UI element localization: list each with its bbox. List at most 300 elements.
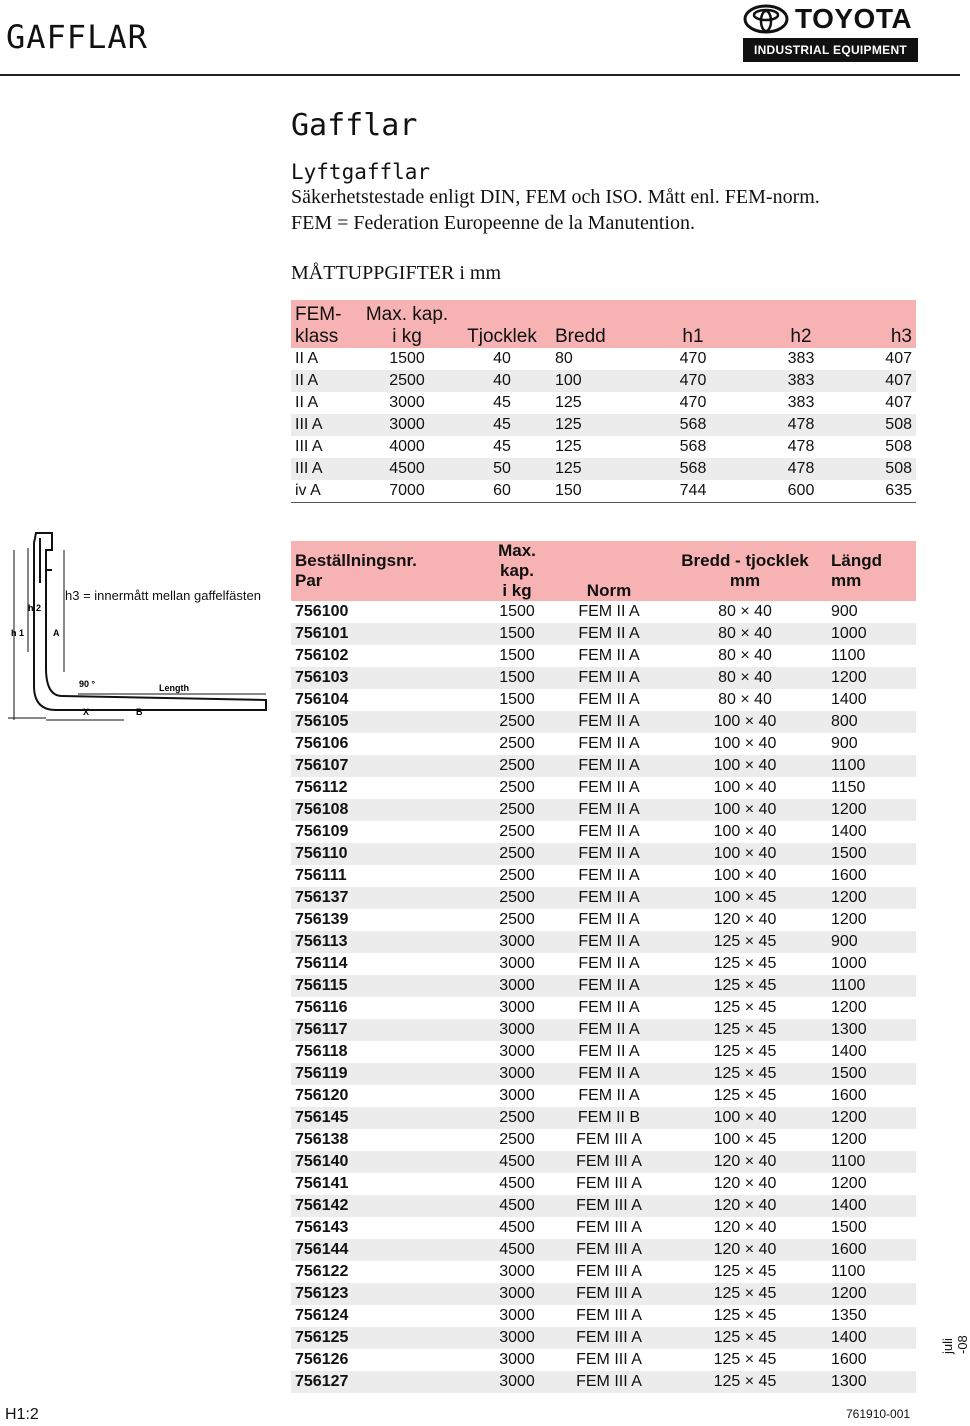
col-length: Längd mm: [827, 541, 916, 601]
cell-order-number: 756114: [295, 955, 348, 972]
cell-h2: 383: [787, 394, 815, 411]
cell-order-number: 756106: [295, 735, 349, 752]
section-title: Gafflar: [291, 108, 418, 143]
cell-fem-class: III A: [291, 458, 361, 480]
cell-max-capacity: 2500: [499, 867, 535, 884]
cell-max-capacity: 3000: [479, 1371, 555, 1393]
table-row: [291, 953, 916, 975]
cell-width-thickness: 100 × 40: [713, 867, 777, 884]
table-row: [291, 480, 916, 503]
cell-max-capacity: 2500: [479, 843, 555, 865]
cell-width-thickness: 100 × 40: [713, 735, 777, 752]
cell-max-capacity: 2500: [499, 735, 535, 752]
label-h1: h 1: [11, 628, 25, 638]
cell-thickness: 40: [453, 370, 551, 392]
cell-norm: FEM II A: [555, 711, 663, 733]
document-code: 761910-001: [846, 1407, 911, 1421]
cell-order-number: 756143: [295, 1219, 349, 1236]
col-order-number: Beställningsnr. Par: [291, 541, 479, 601]
table-row: [291, 1063, 916, 1085]
cell-h2: 600: [737, 480, 865, 503]
cell-order-number: 756126: [295, 1351, 349, 1368]
cell-h3: 508: [865, 414, 916, 436]
cell-length: 1000: [831, 955, 867, 972]
col-norm: Norm: [555, 541, 663, 601]
cell-width-thickness: 100 × 45: [713, 1131, 777, 1148]
cell-max-capacity: 4500: [479, 1239, 555, 1261]
table-row: [291, 348, 916, 370]
cell-max-capacity: 2500: [499, 1131, 535, 1148]
cell-thickness: 60: [453, 480, 551, 503]
cell-thickness: 45: [493, 394, 511, 411]
cell-width-thickness: 125 × 45: [663, 1019, 827, 1041]
cell-fem-class: iv A: [291, 480, 361, 503]
table-row: [291, 975, 916, 997]
table-row: [291, 1129, 916, 1151]
cell-order-number: 756140: [291, 1151, 479, 1173]
cell-max-capacity: 3000: [479, 975, 555, 997]
cell-norm: FEM II A: [578, 603, 640, 620]
logo-wordmark: TOYOTA: [795, 3, 913, 34]
label-b: B: [136, 707, 143, 717]
cell-order-number: 756139: [295, 911, 349, 928]
cell-width-thickness: 120 × 40: [713, 1175, 777, 1192]
table-row: [291, 1305, 916, 1327]
cell-length: 1200: [831, 999, 867, 1016]
cell-order-number: 756102: [295, 647, 349, 664]
cell-order-number: 756123: [291, 1283, 479, 1305]
cell-order-number: 756127: [291, 1371, 479, 1393]
cell-h2: 478: [787, 438, 815, 455]
table-row: [291, 711, 916, 733]
cell-length: 1500: [831, 1219, 867, 1236]
cell-h3: 407: [865, 370, 916, 392]
table-row: [291, 458, 916, 480]
cell-order-number: 756113: [291, 931, 479, 953]
cell-max-capacity: 2500: [479, 1107, 555, 1129]
table-row: [291, 843, 916, 865]
cell-width-thickness: 100 × 40: [663, 711, 827, 733]
cell-length: 1100: [827, 975, 916, 997]
cell-h1: 744: [649, 480, 737, 503]
cell-h3: 508: [865, 458, 916, 480]
cell-length: 800: [827, 711, 916, 733]
cell-length: 1200: [827, 887, 916, 909]
table-row: [291, 392, 916, 414]
cell-order-number: 756100: [295, 603, 349, 620]
cell-length: 1600: [831, 1087, 867, 1104]
label-x: X: [83, 707, 90, 717]
cell-norm: FEM II A: [578, 735, 640, 752]
cell-width-thickness: 80 × 40: [718, 691, 772, 708]
cell-norm: FEM II A: [578, 867, 640, 884]
cell-norm: FEM III A: [576, 1307, 642, 1324]
cell-length: 1100: [827, 755, 916, 777]
cell-h1: 568: [649, 414, 737, 436]
cell-length: 1500: [827, 1063, 916, 1085]
cell-norm: FEM II A: [578, 999, 640, 1016]
cell-order-number: 756117: [291, 1019, 479, 1041]
cell-width-thickness: 120 × 40: [713, 911, 777, 928]
order-number-table: [291, 541, 916, 1393]
cell-max-capacity: 2500: [499, 823, 535, 840]
fork-diagram: [6, 528, 272, 723]
cell-length: 900: [827, 931, 916, 953]
cell-order-number: 756122: [295, 1263, 349, 1280]
table-row: [291, 667, 916, 689]
cell-width-thickness: 125 × 45: [663, 931, 827, 953]
cell-h1: 568: [649, 458, 737, 480]
cell-width-thickness: 80 × 40: [718, 647, 772, 664]
cell-order-number: 756104: [295, 691, 349, 708]
table-row: [291, 1371, 916, 1393]
cell-length: 1100: [831, 647, 866, 664]
label-a: A: [53, 628, 60, 638]
cell-width-thickness: 125 × 45: [713, 1087, 777, 1104]
cell-length: 1200: [831, 1175, 867, 1192]
cell-order-number: 756119: [291, 1063, 479, 1085]
cell-length: 1500: [827, 843, 916, 865]
cell-max-capacity: 1500: [479, 667, 555, 689]
cell-max-capacity: 1500: [499, 647, 535, 664]
cell-max-capacity: 3000: [499, 999, 535, 1016]
cell-length: 1600: [831, 1351, 867, 1368]
cell-length: 900: [831, 735, 858, 752]
cell-width-thickness: 125 × 45: [663, 975, 827, 997]
cell-max-capacity: 3000: [389, 394, 425, 411]
cell-width-thickness: 125 × 45: [713, 1263, 777, 1280]
cell-norm: FEM II A: [555, 975, 663, 997]
cell-width-thickness: 125 × 45: [663, 1283, 827, 1305]
cell-width-thickness: 80 × 40: [663, 623, 827, 645]
cell-length: 1000: [827, 623, 916, 645]
cell-h3: 407: [885, 350, 912, 367]
cell-fem-class: II A: [295, 350, 319, 367]
cell-length: 1200: [827, 1107, 916, 1129]
label-angle: 90 °: [79, 679, 96, 689]
cell-order-number: 756105: [291, 711, 479, 733]
cell-norm: FEM II A: [555, 1063, 663, 1085]
cell-width-thickness: 125 × 45: [713, 955, 777, 972]
cell-max-capacity: 3000: [499, 1263, 535, 1280]
cell-width-thickness: 125 × 45: [713, 1043, 777, 1060]
cell-width: 150: [551, 480, 649, 503]
cell-norm: FEM II A: [578, 647, 640, 664]
cell-norm: FEM II A: [555, 1019, 663, 1041]
cell-max-capacity: 3000: [499, 1307, 535, 1324]
cell-norm: FEM II A: [555, 931, 663, 953]
cell-length: 1400: [831, 691, 867, 708]
cell-width-thickness: 120 × 40: [663, 1195, 827, 1217]
cell-max-capacity: 3000: [479, 1283, 555, 1305]
cell-width-thickness: 125 × 45: [713, 1307, 777, 1324]
cell-length: 1600: [827, 1239, 916, 1261]
cell-max-capacity: 7000: [361, 480, 453, 503]
cell-h2: 478: [737, 414, 865, 436]
cell-width-thickness: 125 × 45: [663, 1327, 827, 1349]
cell-h1: 470: [679, 350, 707, 367]
table-row: [291, 689, 916, 711]
table-row: [291, 1261, 916, 1283]
cell-order-number: 756112: [295, 779, 348, 796]
cell-fem-class: II A: [295, 394, 319, 411]
cell-length: 1100: [827, 1151, 916, 1173]
cell-norm: FEM II A: [555, 623, 663, 645]
cell-order-number: 756108: [291, 799, 479, 821]
cell-norm: FEM III A: [576, 1351, 642, 1368]
cell-order-number: 756103: [291, 667, 479, 689]
toyota-emblem-icon: [743, 4, 789, 34]
page-title: GAFFLAR: [6, 18, 148, 56]
col-h2: h2: [737, 300, 865, 348]
cell-order-number: 756115: [291, 975, 479, 997]
cell-norm: FEM II A: [578, 823, 640, 840]
cell-width: 125: [555, 438, 582, 455]
cell-order-number: 756116: [295, 999, 348, 1016]
col-thickness: Tjocklek: [453, 300, 551, 348]
cell-max-capacity: 3000: [499, 955, 535, 972]
cell-h3: 508: [885, 438, 912, 455]
cell-max-capacity: 3000: [499, 1351, 535, 1368]
label-length: Length: [159, 683, 189, 693]
cell-order-number: 756142: [291, 1195, 479, 1217]
description-line-1: Säkerhetstestade enligt DIN, FEM och ISO. Mått enl. FEM-norm.: [291, 186, 820, 208]
cell-width-thickness: 120 × 40: [713, 1219, 777, 1236]
table-row: [291, 1041, 916, 1063]
cell-order-number: 756120: [295, 1087, 349, 1104]
cell-length: 1600: [831, 867, 867, 884]
cell-norm: FEM II A: [578, 911, 640, 928]
description-line-2: FEM = Federation Europeenne de la Manutention.: [291, 212, 695, 234]
cell-width-thickness: 80 × 40: [718, 603, 772, 620]
cell-norm: FEM III A: [555, 1327, 663, 1349]
cell-max-capacity: 3000: [479, 1019, 555, 1041]
table-row: [291, 755, 916, 777]
cell-norm: FEM II A: [555, 667, 663, 689]
cell-max-capacity: 2500: [479, 799, 555, 821]
cell-norm: FEM III A: [555, 1195, 663, 1217]
cell-order-number: 756137: [291, 887, 479, 909]
cell-thickness: 45: [453, 414, 551, 436]
cell-norm: FEM II A: [555, 755, 663, 777]
cell-thickness: 50: [453, 458, 551, 480]
cell-norm: FEM II A: [555, 799, 663, 821]
table-row: [291, 799, 916, 821]
cell-h2: 478: [737, 458, 865, 480]
table-row: [291, 1327, 916, 1349]
table-row: [291, 733, 916, 755]
cell-length: 1400: [831, 823, 867, 840]
diagram-note: h3 = innermått mellan gaffelfästen: [65, 588, 261, 603]
cell-norm: FEM II A: [578, 691, 640, 708]
col-width: Bredd: [551, 300, 649, 348]
cell-order-number: 756110: [291, 843, 479, 865]
cell-h1: 470: [649, 370, 737, 392]
cell-order-number: 756111: [295, 867, 347, 884]
cell-norm: FEM III A: [576, 1175, 642, 1192]
cell-width-thickness: 120 × 40: [663, 1151, 827, 1173]
logo-tagline: INDUSTRIAL EQUIPMENT: [743, 38, 918, 62]
table-row: [291, 1217, 916, 1239]
cell-width-thickness: 125 × 45: [663, 1063, 827, 1085]
measurements-heading: MÅTTUPPGIFTER i mm: [291, 262, 502, 284]
table-row: [291, 1085, 916, 1107]
cell-width: 125: [555, 394, 582, 411]
cell-order-number: 756109: [295, 823, 349, 840]
col-h3: h3: [865, 300, 916, 348]
cell-width-thickness: 125 × 45: [713, 999, 777, 1016]
cell-max-capacity: 2500: [479, 711, 555, 733]
cell-length: 1200: [827, 1283, 916, 1305]
cell-max-capacity: 3000: [479, 1063, 555, 1085]
table-row: [291, 414, 916, 436]
cell-max-capacity: 1500: [499, 603, 535, 620]
cell-length: 1400: [831, 1043, 867, 1060]
cell-h3: 407: [885, 394, 912, 411]
cell-thickness: 45: [493, 438, 511, 455]
cell-norm: FEM II A: [578, 1087, 640, 1104]
cell-order-number: 756145: [291, 1107, 479, 1129]
col-h1: h1: [649, 300, 737, 348]
cell-width-thickness: 80 × 40: [663, 667, 827, 689]
cell-length: 1400: [827, 1327, 916, 1349]
cell-max-capacity: 4500: [499, 1219, 535, 1236]
cell-max-capacity: 2500: [361, 370, 453, 392]
cell-length: 1200: [827, 799, 916, 821]
cell-norm: FEM II B: [555, 1107, 663, 1129]
cell-max-capacity: 1500: [479, 623, 555, 645]
fork-shank: [34, 533, 266, 710]
cell-max-capacity: 4500: [499, 1175, 535, 1192]
cell-length: 1400: [827, 1195, 916, 1217]
cell-h2: 383: [787, 350, 815, 367]
cell-length: 1100: [831, 1263, 866, 1280]
col-max-capacity: Max. kap. i kg: [361, 300, 453, 348]
cell-width-thickness: 125 × 45: [713, 1351, 777, 1368]
cell-h1: 568: [679, 438, 707, 455]
section-subtitle: Lyftgafflar: [291, 160, 431, 184]
cell-max-capacity: 2500: [499, 911, 535, 928]
cell-max-capacity: 1500: [389, 350, 425, 367]
cell-norm: FEM III A: [555, 1283, 663, 1305]
cell-width: 125: [551, 458, 649, 480]
cell-max-capacity: 3000: [361, 414, 453, 436]
cell-width-thickness: 100 × 40: [713, 779, 777, 796]
table-row: [291, 931, 916, 953]
cell-norm: FEM II A: [555, 843, 663, 865]
cell-fem-class: II A: [291, 370, 361, 392]
table-row: [291, 1195, 916, 1217]
cell-order-number: 756101: [291, 623, 479, 645]
cell-max-capacity: 4500: [479, 1151, 555, 1173]
cell-width-thickness: 120 × 40: [663, 1239, 827, 1261]
cell-width-thickness: 100 × 40: [663, 1107, 827, 1129]
cell-max-capacity: 3000: [499, 1087, 535, 1104]
cell-length: 1150: [831, 779, 866, 796]
table-row: [291, 436, 916, 458]
fem-class-table-header: [291, 300, 916, 348]
table-row: [291, 909, 916, 931]
cell-norm: FEM III A: [555, 1371, 663, 1393]
cell-order-number: 756107: [291, 755, 479, 777]
table-row: [291, 1349, 916, 1371]
cell-max-capacity: 3000: [499, 1043, 535, 1060]
cell-length: 1200: [827, 667, 916, 689]
cell-length: 900: [831, 603, 858, 620]
header-divider: [0, 74, 960, 76]
cell-order-number: 756118: [295, 1043, 348, 1060]
cell-norm: FEM III A: [555, 1151, 663, 1173]
cell-norm: FEM II A: [578, 779, 640, 796]
table-row: [291, 1019, 916, 1041]
cell-width-thickness: 100 × 40: [663, 843, 827, 865]
cell-max-capacity: 4500: [479, 1195, 555, 1217]
cell-length: 1200: [831, 911, 867, 928]
col-max-capacity: Max. kap. i kg: [479, 541, 555, 601]
table-row: [291, 1151, 916, 1173]
cell-h3: 635: [865, 480, 916, 503]
cell-order-number: 756138: [295, 1131, 349, 1148]
cell-max-capacity: 3000: [479, 1327, 555, 1349]
toyota-logo: [743, 4, 918, 62]
cell-thickness: 40: [493, 350, 511, 367]
cell-width: 80: [555, 350, 573, 367]
cell-max-capacity: 4500: [361, 458, 453, 480]
table-row: [291, 865, 916, 887]
cell-width: 125: [551, 414, 649, 436]
cell-max-capacity: 4000: [389, 438, 425, 455]
cell-max-capacity: 1500: [499, 691, 535, 708]
cell-order-number: 756144: [291, 1239, 479, 1261]
cell-width: 100: [551, 370, 649, 392]
cell-norm: FEM III A: [555, 1239, 663, 1261]
cell-max-capacity: 2500: [479, 887, 555, 909]
cell-width-thickness: 100 × 40: [663, 799, 827, 821]
cell-norm: FEM II A: [555, 887, 663, 909]
cell-norm: FEM III A: [576, 1219, 642, 1236]
cell-norm: FEM II A: [578, 1043, 640, 1060]
document-date: juli -08: [940, 1335, 970, 1354]
cell-h1: 470: [679, 394, 707, 411]
cell-order-number: 756125: [291, 1327, 479, 1349]
table-row: [291, 821, 916, 843]
table-row: [291, 997, 916, 1019]
cell-length: 1200: [831, 1131, 867, 1148]
cell-order-number: 756124: [295, 1307, 349, 1324]
cell-h2: 383: [737, 370, 865, 392]
table-row: [291, 1239, 916, 1261]
cell-max-capacity: 2500: [499, 779, 535, 796]
label-h2: h 2: [28, 603, 42, 613]
cell-max-capacity: 2500: [479, 755, 555, 777]
col-fem-class: FEM- klass: [291, 300, 361, 348]
cell-fem-class: III A: [291, 414, 361, 436]
table-row: [291, 1173, 916, 1195]
cell-width-thickness: 100 × 40: [713, 823, 777, 840]
cell-length: 1350: [831, 1307, 867, 1324]
col-width-thickness: Bredd - tjocklek mm: [663, 541, 827, 601]
cell-norm: FEM III A: [576, 1131, 642, 1148]
cell-max-capacity: 3000: [479, 931, 555, 953]
table-row: [291, 777, 916, 799]
table-row: [291, 645, 916, 667]
page-number: H1:2: [5, 1406, 39, 1423]
table-row: [291, 601, 916, 623]
table-row: [291, 370, 916, 392]
cell-width-thickness: 100 × 40: [663, 755, 827, 777]
table-row: [291, 1107, 916, 1129]
order-number-table-header: [291, 541, 916, 601]
